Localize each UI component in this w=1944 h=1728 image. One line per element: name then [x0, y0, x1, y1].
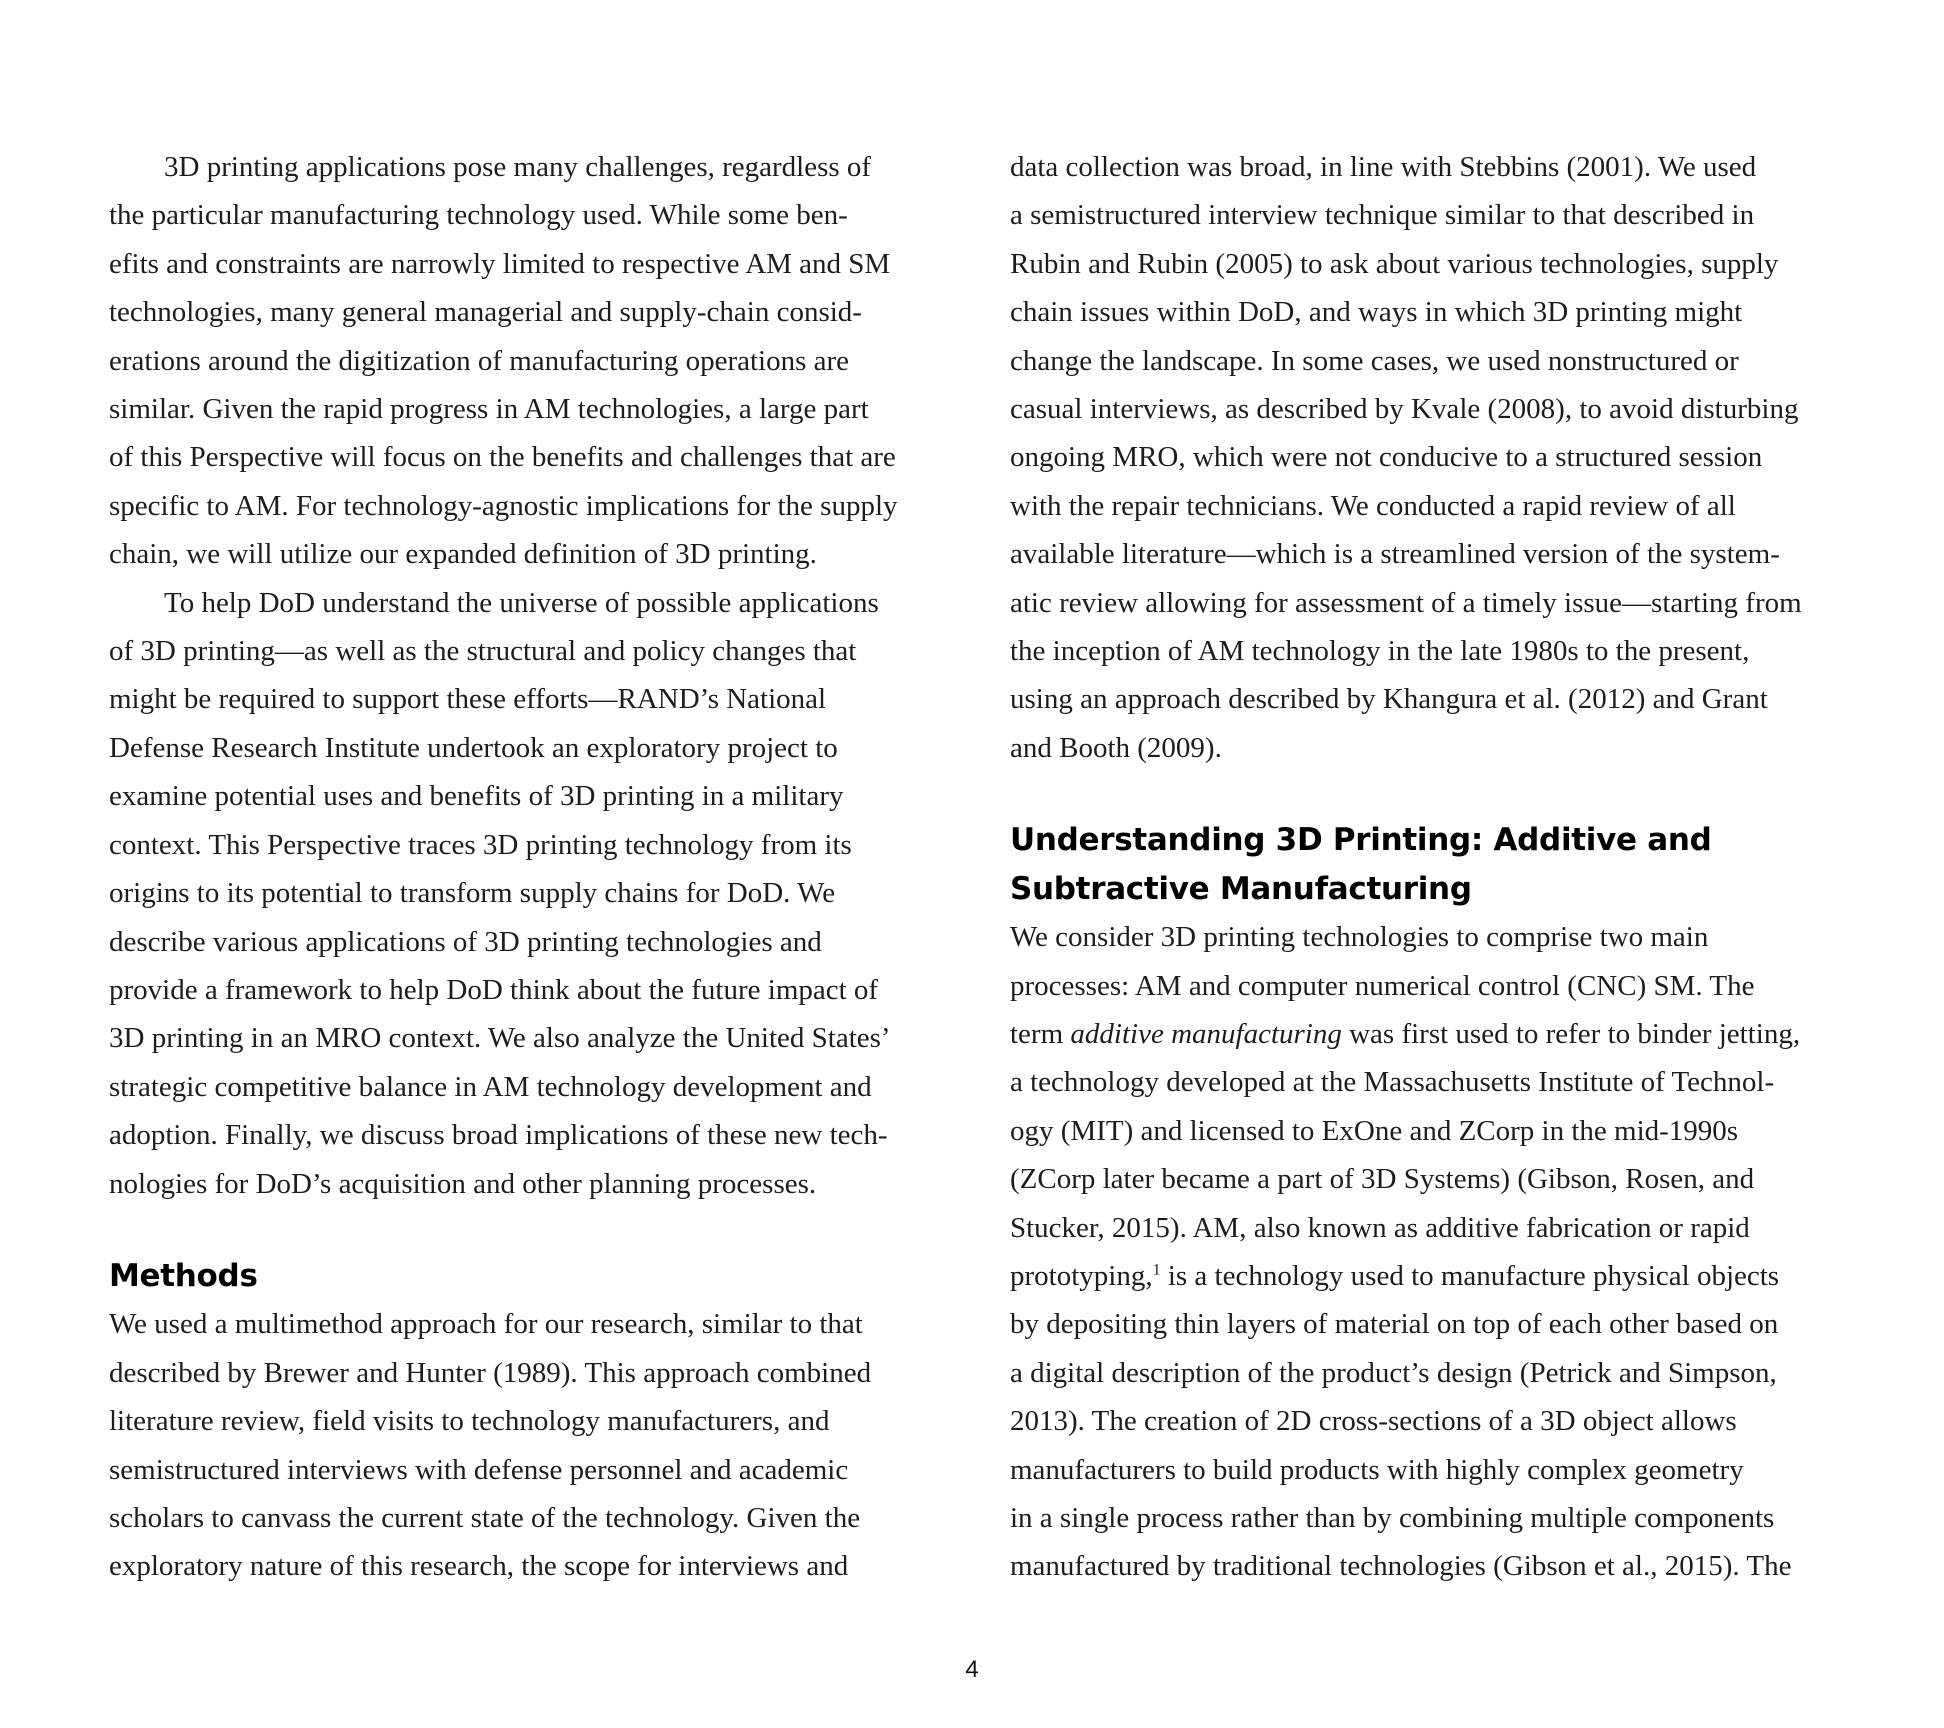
am-sm-paragraph [1010, 913, 1848, 1591]
footnote-marker[interactable]: 1 [1152, 1261, 1161, 1279]
italic-term: additive manufacturing [1070, 1017, 1342, 1050]
understanding-3d-printing-heading: Understanding 3D Printing: Additive and Subtractive Manufacturing [1010, 822, 1712, 907]
section-gap [1010, 772, 1848, 816]
left-column [109, 143, 947, 1591]
paragraph-text: We consider 3D printing technologies to comprise two main processes: AM and computer numerical control (CNC) SM. The term [1010, 921, 1755, 1050]
page-number: 4 [965, 1656, 979, 1683]
methods-paragraph: We used a multimethod approach for our research, similar to that described by Brewer and Hunter (1989). This approach combined literature review, field visits to technology manufacturers, and semistructured interviews with defense personnel and academic scholars to canvass the current state of the technology. Given the exploratory nature of this research, the scope for interviews and [109, 1308, 872, 1583]
paragraph-text: is a technology used to manufacture physical objects by depositing thin layers of material on top of each other based on a digital description of the product’s design (Petrick and Simpson, 2013). The creation of 2D cross-sections of a 3D object allows manufacturers to build products with highly complex geometry in a single process rather than by combining multiple components manufactured by traditional technologies (Gibson et al., 2015). The [1010, 1259, 1792, 1583]
project-paragraph: To help DoD understand the universe of possible applications of 3D printing—as well as the structural and policy changes that might be required to support these efforts—RAND’s National Defense Research Institute undertook an exploratory project to examine potential uses and benefits of 3D printing in a military context. This Perspective traces 3D printing technology from its origins to its potential to transform supply chains for DoD. We describe various applications of 3D printing technologies and provide a framework to help DoD think about the future impact of 3D printing in an MRO context. We also analyze the United States’ strategic competitive balance in AM technology development and adoption. Finally, we discuss broad implications of these new tech- nologies for DoD’s acquisition and other planning processes. [109, 586, 891, 1200]
section-gap [109, 1208, 947, 1252]
right-column [1010, 143, 1848, 1591]
intro-paragraph: 3D printing applications pose many challenges, regardless of the particular manufacturing technology used. While some ben- efits and constraints are narrowly limited to respective AM and SM technologies, many general managerial and supply-chain consid- erations around the digitization of manufacturing operations are similar. Given the rapid progress in AM technologies, a large part of this Perspective will focus on the benefits and challenges that are specific to AM. For technology-agnostic implications for the supply chain, we will utilize our expanded definition of 3D printing. [109, 151, 898, 571]
methods-heading: Methods [109, 1257, 258, 1294]
data-collection-paragraph: data collection was broad, in line with Stebbins (2001). We used a semistructured interview technique similar to that described in Rubin and Rubin (2005) to ask about various technologies, supply chain issues within DoD, and ways in which 3D printing might change the landscape. In some cases, we used nonstructured or casual interviews, as described by Kvale (2008), to avoid disturbing ongoing MRO, which were not conducive to a structured session with the repair technicians. We conducted a rapid review of all available literature—which is a streamlined version of the system- atic review allowing for assessment of a timely issue—starting from the inception of AM technology in the late 1980s to the present, using an approach described by Khangura et al. (2012) and Grant and Booth (2009). [1010, 151, 1802, 764]
paragraph-text: was first used to refer to binder jetting, a technology developed at the Massachusetts Institute of Technol- ogy (MIT) and licensed to ExOne and ZCorp in the mid-1990s (ZCorp later became a part of 3D Systems) (Gibson, Rosen, and Stucker, 2015). AM, also known as additive fabrication or rapid prototyping, [1010, 1017, 1801, 1292]
